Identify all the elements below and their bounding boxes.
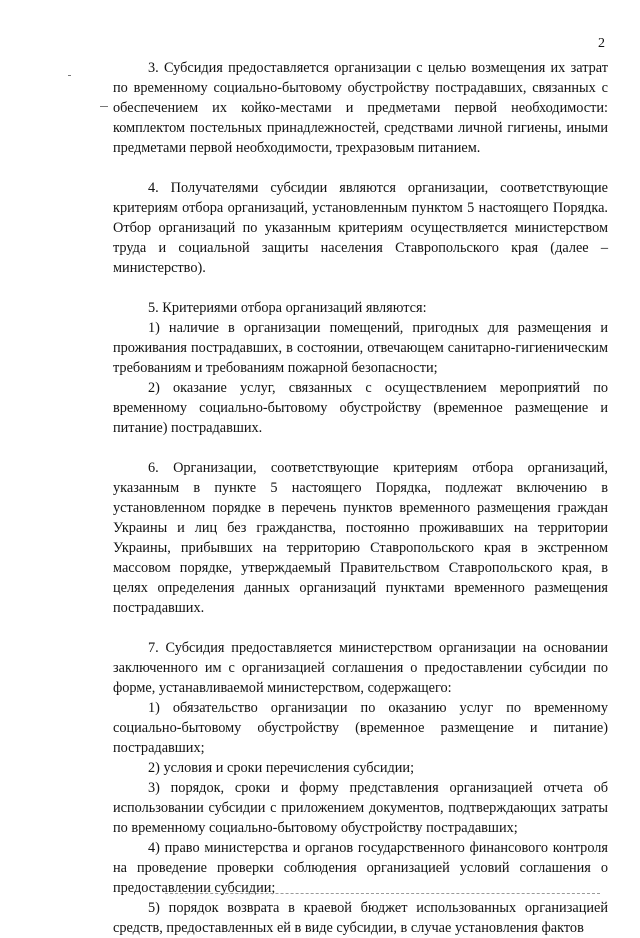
paragraph-7-item-5: 5) порядок возврата в краевой бюджет использованных организацией средств, предоставленных ей в виде субсидии, в случае установления фактов — [113, 900, 608, 936]
scan-artifact-line — [165, 893, 600, 894]
paragraph-5-item-2: 2) оказание услуг, связанных с осуществлением мероприятий по временному социально-бытовому обустройству (временное размещение и питание) пострадавших. — [113, 380, 608, 436]
paragraph-5: 5. Критериями отбора организаций являются: — [148, 300, 427, 316]
paragraph-7-item-1: 1) обязательство организации по оказанию услуг по временному социально-бытовому обустройству (временное размещение и питание) пострадавших; — [113, 700, 608, 756]
document-body — [113, 58, 608, 938]
scan-artifact-dot — [100, 106, 108, 107]
paragraph-7: 7. Субсидия предоставляется министерством организации на основании заключенного им с организацией соглашения о предоставлении субсидии по форме, устанавливаемой министерством, содержащего: — [113, 640, 608, 696]
paragraph-7-item-2: 2) условия и сроки перечисления субсидии; — [148, 760, 415, 776]
paragraph-3: 3. Субсидия предоставляется организации с целью возмещения их затрат по временному социально-бытовому обустройству пострадавших, связанных с обеспечением их койко-местами и предметами первой необходимости: комплектом постельных принадлежностей, средствами личной гигиены, иными предметами первой необходимости, трехразовым питанием. — [113, 60, 608, 156]
scan-artifact-dot — [68, 75, 71, 76]
paragraph-7-item-4: 4) право министерства и органов государственного финансового контроля на проведение проверки соблюдения организацией условий соглашения о предоставлении субсидии; — [113, 840, 608, 896]
paragraph-6: 6. Организации, соответствующие критериям отбора организаций, указанным в пункте 5 настоящего Порядка, подлежат включению в установленном порядке в перечень пунктов временного размещения граждан Украины и лиц без гражданства, постоянно проживавших на территории Украины, прибывших на территорию Ставропольского края в экстренном массовом порядке, утверждаемый Правительством Ставропольского края, в целях определения данных организаций пунктами временного размещения пострадавших. — [113, 460, 608, 616]
paragraph-5-item-1: 1) наличие в организации помещений, пригодных для размещения и проживания пострадавших, в состоянии, отвечающем санитарно-гигиеническим требованиям и требованиям пожарной безопасности; — [113, 320, 608, 376]
paragraph-4: 4. Получателями субсидии являются организации, соответствующие критериям отбора организаций, установленным пунктом 5 настоящего Порядка. Отбор организаций по указанным критериям осуществляется министерством труда и социальной защиты населения Ставропольского края (далее – министерство). — [113, 180, 608, 276]
page-number: 2 — [598, 36, 605, 51]
paragraph-7-item-3: 3) порядок, сроки и форму представления организацией отчета об использовании субсидии с приложением документов, подтверждающих затраты по временному социально-бытовому обустройству пострадавших; — [113, 780, 608, 836]
